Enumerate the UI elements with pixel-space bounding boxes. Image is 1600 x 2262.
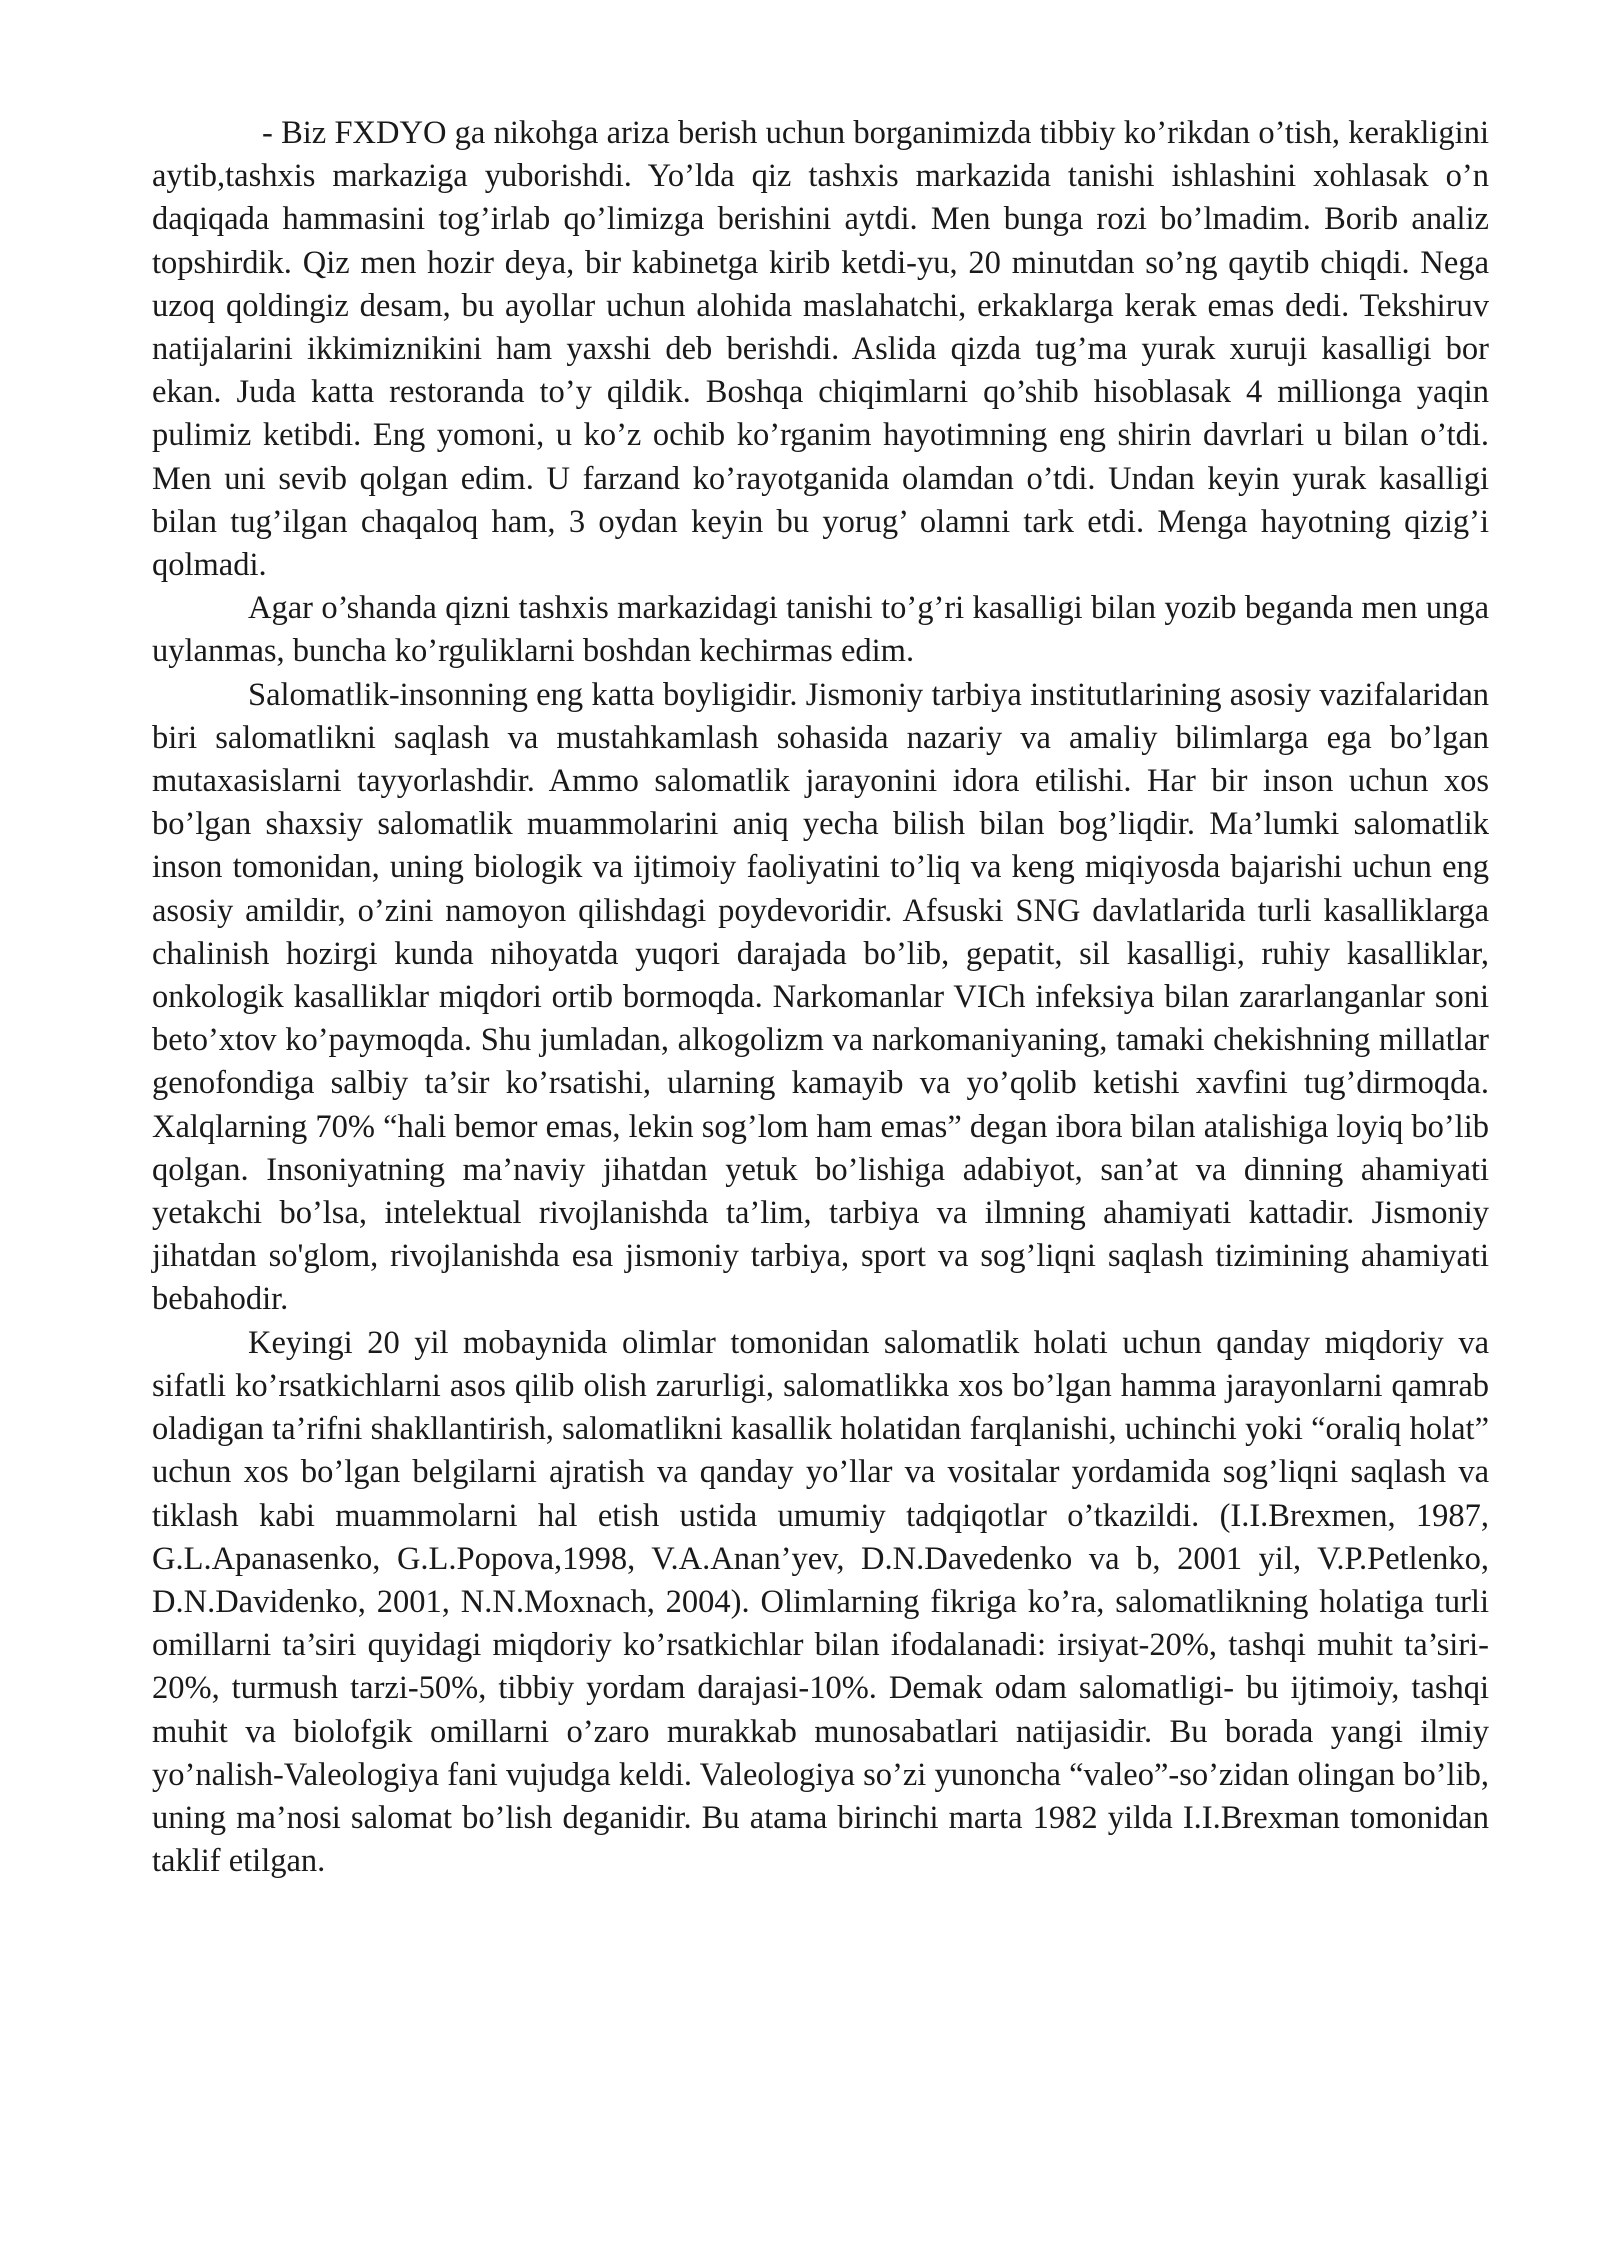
document-page [152, 112, 1489, 1883]
paragraph-marriage-story: - Biz FXDYO ga nikohga ariza berish uchun borganimizda tibbiy ko’rikdan o’tish, kerakligini aytib,tashxis markaziga yuborishdi. Yo’lda qiz tashxis markazida tanishi ishlashini xohlasak o’n daqiqada hammasini tog’irlab qo’limizga berishini aytdi. Men bunga rozi bo’lmadim. Borib analiz topshirdik. Qiz men hozir deya, bir kabinetga kirib ketdi-yu, 20 minutdan so’ng qaytib chiqdi. Nega uzoq qoldingiz desam, bu ayollar uchun alohida maslahatchi, erkaklarga kerak emas dedi. Tekshiruv natijalarini ikkimiznikini ham yaxshi deb berishdi. Aslida qizda tug’ma yurak xuruji kasalligi bor ekan. Juda katta restoranda to’y qildik. Boshqa chiqimlarni qo’shib hisoblasak 4 millionga yaqin pulimiz ketibdi. Eng yomoni, u ko’z ochib ko’rganim hayotimning eng shirin davrlari u bilan o’tdi. Men uni sevib qolgan edim. U farzand ko’rayotganida olamdan o’tdi. Undan keyin yurak kasalligi bilan tug’ilgan chaqaloq ham, 3 oydan keyin bu yorug’ olamni tark etdi. Menga hayotning qizig’i qolmadi. [152, 115, 1489, 584]
paragraph-health-wealth: Salomatlik-insonning eng katta boyligidir. Jismoniy tarbiya institutlarining asosiy vazifalaridan biri salomatlikni saqlash va mustahkamlash sohasida nazariy va amaliy bilimlarga ega bo’lgan mutaxasislarni tayyorlashdir. Ammo salomatlik jarayonini idora etilishi. Har bir inson uchun xos bo’lgan shaxsiy salomatlik muammolarini aniq yecha bilish bilan bog’liqdir. Ma’lumki salomatlik inson tomonidan, uning biologik va ijtimoiy faoliyatini to’liq va keng miqiyosda bajarishi uchun eng asosiy amildir, o’zini namoyon qilishdagi poydevoridir. Afsuski SNG davlatlarida turli kasalliklarga chalinish hozirgi kunda nihoyatda yuqori darajada bo’lib, gepatit, sil kasalligi, ruhiy kasalliklar, onkologik kasalliklar miqdori ortib bormoqda. Narkomanlar VICh infeksiya bilan zararlanganlar soni beto’xtov ko’paymoqda. Shu jumladan, alkogolizm va narkomaniyaning, tamaki chekishning millatlar genofondiga salbiy ta’sir ko’rsatishi, ularning kamayib va yo’qolib ketishi xavfini tug’dirmoqda. Xalqlarning 70% “hali bemor emas, lekin sog’lom ham emas” degan ibora bilan atalishiga loyiq bo’lib qolgan. Insoniyatning ma’naviy jihatdan yetuk bo’lishiga adabiyot, san’at va dinning ahamiyati yetakchi bo’lsa, intelektual rivojlanishda ta’lim, tarbiya va ilmning ahamiyati kattadir. Jismoniy jihatdan so'glom, rivojlanishda esa jismoniy tarbiya, sport va sog’liqni saqlash tizimining ahamiyati bebahodir. [152, 676, 1489, 1318]
paragraph-regret: Agar o’shanda qizni tashxis markazidagi tanishi to’g’ri kasalligi bilan yozib beganda men unga uylanmas, buncha ko’rguliklarni boshdan kechirmas edim. [152, 590, 1489, 670]
paragraph-valeology: Keyingi 20 yil mobaynida olimlar tomonidan salomatlik holati uchun qanday miqdoriy va sifatli ko’rsatkichlarni asos qilib olish zarurligi, salomatlikka xos bo’lgan hamma jarayonlarni qamrab oladigan ta’rifni shakllantirish, salomatlikni kasallik holatidan farqlanishi, uchinchi yoki “oraliq holat” uchun xos bo’lgan belgilarni ajratish va qanday yo’llar va vositalar yordamida sog’liqni saqlash va tiklash kabi muammolarni hal etish ustida umumiy tadqiqotlar o’tkazildi. (I.I.Brexmen, 1987, G.L.Apanasenko, G.L.Popova,1998, V.A.Anan’yev, D.N.Davedenko va b, 2001 yil, V.P.Petlenko, D.N.Davidenko, 2001, N.N.Moxnach, 2004). Olimlarning fikriga ko’ra, salomatlikning holatiga turli omillarni ta’siri quyidagi miqdoriy ko’rsatkichlar bilan ifodalanadi: irsiyat-20%, tashqi muhit ta’siri-20%, turmush tarzi-50%, tibbiy yordam darajasi-10%. Demak odam salomatligi- bu ijtimoiy, tashqi muhit va biolofgik omillarni o’zaro murakkab munosabatlari natijasidir. Bu borada yangi ilmiy yo’nalish-Valeologiya fani vujudga keldi. Valeologiya so’zi yunoncha “valeo”-so’zidan olingan bo’lib, uning ma’nosi salomat bo’lish deganidir. Bu atama birinchi marta 1982 yilda I.I.Brexman tomonidan taklif etilgan. [152, 1324, 1489, 1880]
